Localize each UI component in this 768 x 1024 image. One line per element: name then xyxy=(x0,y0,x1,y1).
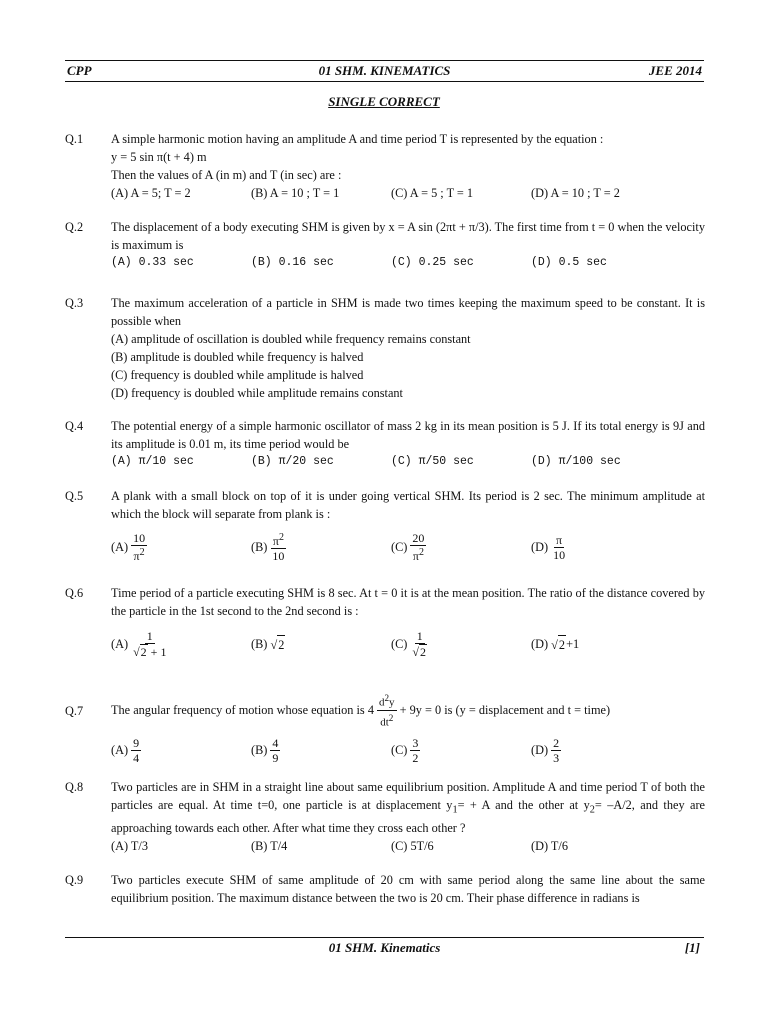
option-a: (A) A = 5; T = 2 xyxy=(111,186,191,200)
question-7 xyxy=(65,688,705,768)
question-text: Two particles execute SHM of same amplitude of 20 cm with same period along the same line about the same equilibrium position. The maximum distance between the two is 20 cm. Their phase difference in radians is xyxy=(111,873,705,905)
option-c: (C) π/50 sec xyxy=(391,455,474,468)
options-row xyxy=(111,626,705,662)
fraction-numerator: 20 xyxy=(412,531,425,545)
question-text: The displacement of a body executing SHM is given by x = A sin (2πt + π/3). The first time from t = 0 when the velocity is maximum is xyxy=(111,220,705,252)
question-8 xyxy=(65,778,705,855)
option-a: (A) π/10 sec xyxy=(111,455,194,468)
question-number: Q.8 xyxy=(65,780,84,794)
option-a: (A) $\frac{1}{√2 + 1}$ xyxy=(111,629,167,659)
options-row xyxy=(111,837,705,855)
option-c: (C) A = 5 ; T = 1 xyxy=(391,186,474,200)
option-b: (B) amplitude is doubled while frequency is halved xyxy=(111,350,364,364)
option-label: (A) xyxy=(111,637,129,651)
question-text: A simple harmonic motion having an amplitude A and time period T is represented by the equation : xyxy=(111,132,604,146)
page-number: [1] xyxy=(684,940,700,955)
footer-title: 01 SHM. Kinematics xyxy=(328,940,441,955)
option-label: (C) xyxy=(391,540,408,554)
option-b xyxy=(251,529,286,565)
fraction-denominator: 10 xyxy=(272,549,285,563)
option-a xyxy=(111,529,147,565)
exponent: 2 xyxy=(418,547,424,558)
question-4 xyxy=(65,417,705,471)
question-number: Q.1 xyxy=(65,132,84,146)
option-d: (D) $\frac{2}{3}$ xyxy=(531,735,560,765)
option-d: (D) A = 10 ; T = 2 xyxy=(531,186,620,200)
options-row xyxy=(111,453,705,471)
option-a: (A) amplitude of oscillation is doubled while frequency remains constant xyxy=(111,332,471,346)
question-number: Q.7 xyxy=(65,704,84,718)
question-text: Then the values of A (in m) and T (in sec) are : xyxy=(111,168,342,182)
fraction-denominator: π xyxy=(133,549,140,563)
option-c: (C) frequency is doubled while amplitude is halved xyxy=(111,368,364,382)
options-row xyxy=(111,184,705,202)
option-c xyxy=(391,626,429,662)
options-row xyxy=(111,254,705,272)
sqrt: √2 xyxy=(551,635,566,654)
header-left: CPP xyxy=(67,63,92,78)
footer-rule xyxy=(65,937,704,938)
fraction-numerator: 1 xyxy=(146,629,153,643)
option-d: (D) π/100 sec xyxy=(531,455,621,468)
question-3 xyxy=(65,294,705,402)
option-c xyxy=(391,529,426,565)
question-text: Two particles are in SHM in a straight line about same equilibrium position. Amplitude A and time period T of both the particles are equal. At time t=0, one particle is at displacement $y_1= + A$ and the other at $y_2= -A/2$, and they are approaching towards each other. After what time they cross each other ? xyxy=(111,780,705,836)
question-text: The angular frequency of motion whose equation is 4 $\frac{d^2y}{dt^2}$ + 9y = 0 is (y = displacement and t = time) xyxy=(111,692,611,729)
question-number: Q.2 xyxy=(65,220,84,234)
header-right: JEE 2014 xyxy=(648,63,702,78)
option-b xyxy=(251,626,285,662)
fraction-numerator: π xyxy=(272,534,279,548)
question-text: The maximum acceleration of a particle in SHM is made two times keeping the maximum speed to be constant. It is possible when xyxy=(111,296,705,328)
option-label: (B) xyxy=(251,637,268,651)
question-number: Q.4 xyxy=(65,419,84,433)
option-c: (C) 5T/6 xyxy=(391,839,434,854)
question-text: The potential energy of a simple harmonic oscillator of mass 2 kg in its mean position is 5 J. If its total energy is 9J and its amplitude is 0.01 m, its time period would be xyxy=(111,419,705,451)
option-label: (C) xyxy=(391,637,408,651)
option-a: (A) 0.33 sec xyxy=(111,256,194,269)
option-b: (B) 0.16 sec xyxy=(251,256,334,269)
question-6 xyxy=(65,584,705,662)
header-center: 01 SHM. KINEMATICS xyxy=(318,63,451,78)
fraction-numerator: 10 xyxy=(133,531,146,545)
option-a: (A) T/3 xyxy=(111,839,148,854)
option-b: (B) $\frac{4}{9}$ xyxy=(251,735,279,765)
exponent: 2 xyxy=(139,547,145,558)
fraction-numerator: 1 xyxy=(416,629,423,643)
options-row xyxy=(111,529,705,565)
question-text: Time period of a particle executing SHM is 8 sec. At t = 0 it is at the mean position. The ratio of the distance covered by the particle in the 1st second to the 2nd second is : xyxy=(111,586,705,618)
fraction-denominator: 10 xyxy=(553,547,566,562)
option-d: (D) √2 +1 xyxy=(531,626,579,662)
option-d: (D) frequency is doubled while amplitude remains constant xyxy=(111,386,403,400)
sqrt: √2 xyxy=(412,645,426,659)
question-text: A plank with a small block on top of it is under going vertical SHM. Its period is 2 sec. The minimum amplitude at which the block will separate from plank is : xyxy=(111,489,705,521)
option-label: (D) xyxy=(531,540,549,554)
question-number: Q.9 xyxy=(65,873,84,887)
fraction-denominator: π xyxy=(412,549,419,563)
option-label: (D) xyxy=(531,637,549,651)
option-b: (B) T/4 xyxy=(251,839,288,854)
option-c: (C) 0.25 sec xyxy=(391,256,474,269)
option-label: (A) xyxy=(111,540,129,554)
option-label: (B) xyxy=(251,540,268,554)
section-title: SINGLE CORRECT xyxy=(328,94,440,109)
question-9 xyxy=(65,871,705,907)
question-1 xyxy=(65,130,705,202)
question-2 xyxy=(65,218,705,272)
question-equation: y = 5 sin π(t + 4) m xyxy=(111,150,207,164)
option-b: (B) A = 10 ; T = 1 xyxy=(251,186,340,200)
question-5 xyxy=(65,487,705,565)
sqrt: √2 xyxy=(270,635,285,654)
question-number: Q.3 xyxy=(65,296,84,310)
option-d xyxy=(531,529,567,565)
page-header xyxy=(65,60,704,82)
option-d: (D) 0.5 sec xyxy=(531,256,607,269)
question-number: Q.5 xyxy=(65,489,84,503)
option-b: (B) π/20 sec xyxy=(251,455,334,468)
exponent: 2 xyxy=(278,532,284,543)
options-row xyxy=(111,732,705,768)
option-a: (A) $\frac{9}{4}$ xyxy=(111,735,140,765)
question-number: Q.6 xyxy=(65,586,84,600)
option-c: (C) $\frac{3}{2}$ xyxy=(391,735,419,765)
option-d: (D) T/6 xyxy=(531,839,568,854)
fraction-numerator: π xyxy=(556,532,563,547)
sqrt: √2 xyxy=(133,645,147,659)
